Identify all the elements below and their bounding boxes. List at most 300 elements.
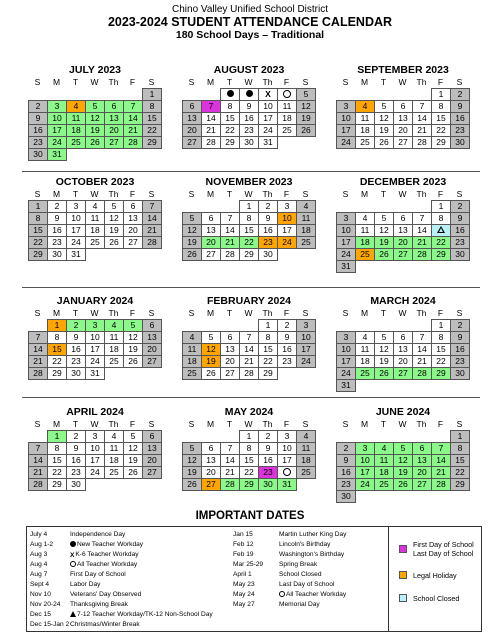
day-cell: 28: [412, 248, 432, 261]
day-cell: 26: [123, 355, 143, 368]
day-cell: 20: [182, 124, 202, 137]
important-date-row: [233, 570, 346, 580]
day-cell: 17: [336, 355, 356, 368]
event-text: Martin Luther King Day: [279, 531, 347, 538]
weekday-label: W: [244, 308, 253, 318]
month-december-2023: [336, 176, 470, 272]
day-cell: 19: [374, 236, 394, 249]
event-date: May 24: [233, 591, 255, 598]
day-cell: 7: [28, 331, 48, 344]
weekday-label: S: [148, 189, 155, 199]
important-date-row: [30, 590, 213, 600]
weekday-label: Th: [262, 189, 273, 199]
day-cell: 1: [28, 200, 48, 213]
day-cell: 16: [66, 343, 86, 356]
day-cell: 15: [47, 343, 67, 356]
weekday-header: [182, 419, 316, 430]
day-cell: 21: [201, 124, 221, 137]
month-august-2023: [182, 64, 316, 148]
event-description: [70, 570, 126, 580]
event-description: [279, 550, 344, 560]
event-text: Veterans' Day Observed: [70, 591, 142, 598]
weekday-label: S: [342, 308, 349, 318]
day-cell: 28: [142, 236, 162, 249]
day-cell: 3: [296, 319, 316, 332]
weekday-label: F: [129, 189, 136, 199]
weekday-header: [336, 189, 470, 200]
weekday-label: T: [226, 308, 233, 318]
day-cell: 7: [220, 442, 240, 455]
day-cell: 13: [393, 343, 413, 356]
legend-swatch-closed: [399, 594, 407, 602]
day-cell: 25: [104, 355, 124, 368]
day-cell: 20: [142, 343, 162, 356]
day-cell: 15: [450, 454, 470, 467]
day-cell: 3: [66, 200, 86, 213]
month-july-2023: [28, 64, 162, 160]
important-date-row: [233, 590, 346, 600]
day-grid: [28, 88, 162, 160]
day-cell: 28: [431, 478, 451, 491]
weekday-label: M: [206, 77, 215, 87]
day-cell: 22: [431, 355, 451, 368]
day-cell: 6: [220, 331, 240, 344]
day-cell: 2: [336, 442, 356, 455]
day-cell: 29: [258, 367, 278, 380]
day-cell: 20: [123, 224, 143, 237]
legend-last-day-label: Last Day of School: [413, 549, 474, 558]
weekday-label: Th: [416, 77, 427, 87]
day-cell: 10: [336, 343, 356, 356]
day-cell: 26: [296, 124, 316, 137]
day-cell: 5: [393, 442, 413, 455]
legend-legal-holiday: [399, 571, 457, 580]
day-cell: 17: [66, 224, 86, 237]
month-april-2024: [28, 406, 162, 490]
day-cell: 18: [296, 224, 316, 237]
day-cell: 17: [336, 236, 356, 249]
weekday-label: T: [226, 419, 233, 429]
day-cell: 23: [277, 355, 297, 368]
day-cell: 2: [47, 200, 67, 213]
weekday-label: S: [302, 77, 309, 87]
event-description: [70, 530, 125, 540]
weekday-label: S: [456, 419, 463, 429]
day-cell: 25: [296, 466, 316, 479]
day-cell: 22: [258, 355, 278, 368]
day-cell: 8: [450, 442, 470, 455]
day-cell: 15: [28, 224, 48, 237]
day-cell: 11: [66, 112, 86, 125]
day-cell: 7: [142, 200, 162, 213]
day-cell: 6: [142, 430, 162, 443]
day-cell: 22: [431, 124, 451, 137]
event-date: Jan 15: [233, 531, 253, 538]
day-cell: 7: [412, 331, 432, 344]
day-cell: 21: [28, 355, 48, 368]
day-cell: 27: [412, 478, 432, 491]
month-february-2024: [182, 295, 316, 379]
day-cell: 5: [182, 442, 202, 455]
event-date: Feb 12: [233, 541, 254, 548]
event-text: Lincoln's Birthday: [279, 541, 331, 548]
weekday-label: F: [283, 77, 290, 87]
event-description: [70, 620, 140, 630]
weekday-label: W: [398, 189, 407, 199]
important-date-row: [233, 560, 346, 570]
day-cell: 23: [450, 355, 470, 368]
day-cell: 14: [431, 454, 451, 467]
day-cell: 1: [47, 319, 67, 332]
weekday-label: Th: [108, 77, 119, 87]
day-cell: 5: [104, 200, 124, 213]
day-cell: 4: [296, 200, 316, 213]
day-cell: 30: [239, 136, 259, 149]
day-cell: 23: [336, 478, 356, 491]
day-cell: 6: [393, 212, 413, 225]
day-cell: 9: [277, 331, 297, 344]
day-cell: 9: [450, 212, 470, 225]
day-cell: 11: [355, 112, 375, 125]
day-cell: 25: [355, 248, 375, 261]
calendar-header: [0, 4, 500, 42]
day-cell: 13: [104, 112, 124, 125]
triangle-icon: [437, 226, 445, 233]
day-cell: 29: [450, 478, 470, 491]
day-cell: 11: [277, 100, 297, 113]
day-cell: 9: [28, 112, 48, 125]
day-cell: 19: [182, 466, 202, 479]
day-cell: 17: [296, 343, 316, 356]
day-cell: 6: [412, 442, 432, 455]
day-cell: 25: [104, 466, 124, 479]
day-grid: [336, 88, 470, 148]
day-cell: 20: [393, 236, 413, 249]
weekday-label: S: [34, 189, 41, 199]
event-date: Nov 10: [30, 591, 51, 598]
day-cell: 3: [47, 100, 67, 113]
day-cell: 7: [431, 442, 451, 455]
day-cell: 16: [28, 124, 48, 137]
day-cell: 14: [412, 343, 432, 356]
day-cell: 8: [47, 331, 67, 344]
day-cell: 22: [239, 236, 259, 249]
day-cell: 14: [142, 212, 162, 225]
day-cell: 5: [374, 212, 394, 225]
weekday-label: M: [360, 419, 369, 429]
weekday-label: Th: [262, 77, 273, 87]
day-cell: 4: [66, 100, 86, 113]
weekday-label: F: [437, 308, 444, 318]
event-description: [70, 610, 213, 620]
day-cell: 21: [28, 466, 48, 479]
district-name: Chino Valley Unified School District: [172, 4, 328, 15]
filled-circle-icon: [70, 541, 76, 547]
event-description: [279, 600, 320, 610]
day-cell: 20: [201, 466, 221, 479]
day-cell: 7: [201, 100, 221, 113]
day-cell: 15: [239, 454, 259, 467]
weekday-label: W: [398, 77, 407, 87]
day-grid: [182, 430, 316, 490]
legend-school-closed: [399, 594, 459, 603]
day-cell: 31: [258, 136, 278, 149]
event-date: Dec 15-Jan 2: [30, 621, 70, 628]
day-cell: 27: [142, 466, 162, 479]
day-cell: 5: [85, 100, 105, 113]
day-cell: 2: [66, 319, 86, 332]
day-cell: 9: [47, 212, 67, 225]
day-cell: 30: [450, 367, 470, 380]
day-cell: 2: [258, 200, 278, 213]
day-cell: 11: [182, 343, 202, 356]
day-cell: 13: [142, 442, 162, 455]
day-cell: 29: [239, 248, 259, 261]
day-cell: 10: [277, 212, 297, 225]
day-cell: 26: [393, 478, 413, 491]
day-cell: 17: [47, 124, 67, 137]
weekday-header: [336, 308, 470, 319]
weekday-label: S: [342, 189, 349, 199]
weekday-label: M: [52, 189, 61, 199]
weekday-label: M: [52, 308, 61, 318]
event-text: School Closed: [279, 571, 322, 578]
day-cell: 22: [47, 355, 67, 368]
day-cell: 20: [412, 466, 432, 479]
day-cell: 28: [239, 367, 259, 380]
day-cell: 7: [123, 100, 143, 113]
day-cell: 28: [201, 136, 221, 149]
month-title: JUNE 2024: [375, 406, 431, 418]
important-date-row: [233, 540, 346, 550]
row-divider: [22, 171, 480, 172]
event-date: Sept 4: [30, 581, 50, 588]
day-cell: 26: [123, 466, 143, 479]
event-text: Spring Break: [279, 561, 318, 568]
event-date: Dec 15: [30, 611, 51, 618]
day-cell: 12: [182, 224, 202, 237]
event-text: Independence Day: [70, 531, 126, 538]
weekday-label: M: [360, 308, 369, 318]
day-cell: 1: [431, 319, 451, 332]
event-date: Aug 3: [30, 551, 48, 558]
important-date-row: [30, 530, 213, 540]
day-cell: 4: [104, 430, 124, 443]
day-cell: 3: [336, 212, 356, 225]
day-cell: 18: [374, 466, 394, 479]
day-cell: 20: [142, 454, 162, 467]
day-cell: 25: [355, 367, 375, 380]
x-mark-icon: X: [70, 552, 75, 559]
weekday-label: M: [206, 189, 215, 199]
day-cell: 22: [142, 124, 162, 137]
legend-first-day-label: First Day of School: [413, 540, 474, 549]
day-cell: 29: [431, 367, 451, 380]
weekday-header: [182, 77, 316, 88]
weekday-label: T: [226, 189, 233, 199]
important-date-row: [30, 550, 213, 560]
weekday-header: [28, 77, 162, 88]
day-cell: 4: [104, 319, 124, 332]
weekday-label: S: [456, 308, 463, 318]
event-description: [70, 580, 100, 590]
day-cell: 29: [239, 478, 259, 491]
day-cell: 4: [374, 442, 394, 455]
day-cell: 28: [123, 136, 143, 149]
day-cell: 27: [393, 136, 413, 149]
event-date: Aug 7: [30, 571, 48, 578]
day-cell: 24: [47, 136, 67, 149]
day-cell: 11: [85, 212, 105, 225]
day-cell: 23: [66, 355, 86, 368]
weekday-label: W: [90, 308, 99, 318]
day-cell: 22: [450, 466, 470, 479]
weekday-header: [28, 308, 162, 319]
day-cell: 12: [374, 112, 394, 125]
day-cell: 29: [142, 136, 162, 149]
weekday-label: F: [129, 419, 136, 429]
day-cell: 31: [336, 260, 356, 273]
day-cell: 20: [393, 355, 413, 368]
weekday-label: S: [148, 77, 155, 87]
event-text: Thanksgiving Break: [70, 601, 128, 608]
day-cell: 7: [412, 212, 432, 225]
day-cell: 16: [239, 112, 259, 125]
month-title: DECEMBER 2023: [359, 176, 447, 188]
day-cell: 1: [239, 430, 259, 443]
event-description: [70, 540, 143, 550]
day-cell: 24: [296, 355, 316, 368]
day-cell: 23: [47, 236, 67, 249]
day-cell: 12: [104, 212, 124, 225]
day-cell: 18: [66, 124, 86, 137]
day-cell: 26: [374, 367, 394, 380]
day-cell: 14: [239, 343, 259, 356]
day-grid: [28, 200, 162, 260]
day-cell: 26: [374, 136, 394, 149]
day-cell: 20: [104, 124, 124, 137]
day-cell: 2: [277, 319, 297, 332]
day-cell: 12: [201, 343, 221, 356]
day-cell: 9: [336, 454, 356, 467]
event-date: Feb 19: [233, 551, 254, 558]
day-cell: 1: [431, 200, 451, 213]
day-cell: 10: [336, 224, 356, 237]
day-cell: 2: [450, 88, 470, 101]
event-description: [279, 570, 322, 580]
day-cell: 16: [450, 112, 470, 125]
month-title: OCTOBER 2023: [55, 176, 135, 188]
day-cell: 21: [412, 124, 432, 137]
weekday-label: T: [72, 308, 79, 318]
day-cell: 6: [104, 100, 124, 113]
day-cell: 27: [142, 355, 162, 368]
day-cell: 28: [220, 478, 240, 491]
day-cell: 19: [123, 454, 143, 467]
day-cell: 8: [258, 331, 278, 344]
event-description: [70, 590, 141, 600]
day-cell: 30: [66, 478, 86, 491]
event-date: Nov 20-24: [30, 601, 61, 608]
event-text: Memorial Day: [279, 601, 320, 608]
weekday-label: S: [342, 77, 349, 87]
weekday-label: T: [380, 308, 387, 318]
day-cell: 9: [66, 331, 86, 344]
day-cell: 12: [182, 454, 202, 467]
important-dates-left: [30, 530, 213, 630]
day-cell: 16: [258, 224, 278, 237]
legend-divider: [388, 527, 389, 631]
day-cell: 27: [201, 478, 221, 491]
month-title: NOVEMBER 2023: [205, 176, 293, 188]
open-circle-icon: [279, 591, 285, 597]
legend-closed-label: School Closed: [413, 594, 460, 603]
day-cell: 13: [220, 343, 240, 356]
weekday-label: W: [244, 419, 253, 429]
day-cell: 22: [431, 236, 451, 249]
day-cell: 21: [142, 224, 162, 237]
day-cell: 17: [85, 343, 105, 356]
event-text: New Teacher Workday: [77, 541, 144, 548]
weekday-label: W: [244, 189, 253, 199]
day-cell: 14: [220, 454, 240, 467]
event-date: April 1: [233, 571, 252, 578]
month-title: JULY 2023: [69, 64, 121, 76]
weekday-header: [182, 308, 316, 319]
weekday-header: [336, 77, 470, 88]
event-description: [279, 580, 334, 590]
day-cell: 1: [142, 88, 162, 101]
month-november-2023: [182, 176, 316, 260]
day-cell: 30: [450, 136, 470, 149]
day-cell: 27: [393, 248, 413, 261]
row-divider: [22, 397, 480, 398]
important-date-row: [233, 550, 346, 560]
weekday-label: W: [90, 419, 99, 429]
day-cell: 1: [450, 430, 470, 443]
day-cell: 25: [355, 136, 375, 149]
event-date: Aug 4: [30, 561, 48, 568]
day-cell: 21: [412, 355, 432, 368]
day-cell: 31: [85, 367, 105, 380]
day-cell: 12: [123, 331, 143, 344]
day-cell: 15: [220, 112, 240, 125]
weekday-label: S: [456, 189, 463, 199]
day-grid: [182, 88, 316, 148]
day-cell: 13: [142, 331, 162, 344]
day-cell: 22: [47, 466, 67, 479]
day-cell: 5: [374, 100, 394, 113]
month-title: FEBRUARY 2024: [206, 295, 292, 307]
event-date: July 4: [30, 531, 48, 538]
open-circle-icon: [283, 468, 291, 476]
day-cell: 18: [355, 124, 375, 137]
day-cell: 11: [355, 224, 375, 237]
day-cell: 3: [355, 442, 375, 455]
day-cell: 5: [182, 212, 202, 225]
day-cell: 26: [104, 236, 124, 249]
day-cell: 14: [412, 112, 432, 125]
weekday-label: Th: [416, 308, 427, 318]
day-cell: 23: [258, 466, 278, 479]
day-cell: 30: [258, 478, 278, 491]
day-cell: 1: [258, 319, 278, 332]
day-cell: 19: [123, 343, 143, 356]
day-cell: 16: [450, 224, 470, 237]
day-cell: 24: [336, 248, 356, 261]
day-cell: 7: [412, 100, 432, 113]
event-description: [70, 550, 139, 560]
